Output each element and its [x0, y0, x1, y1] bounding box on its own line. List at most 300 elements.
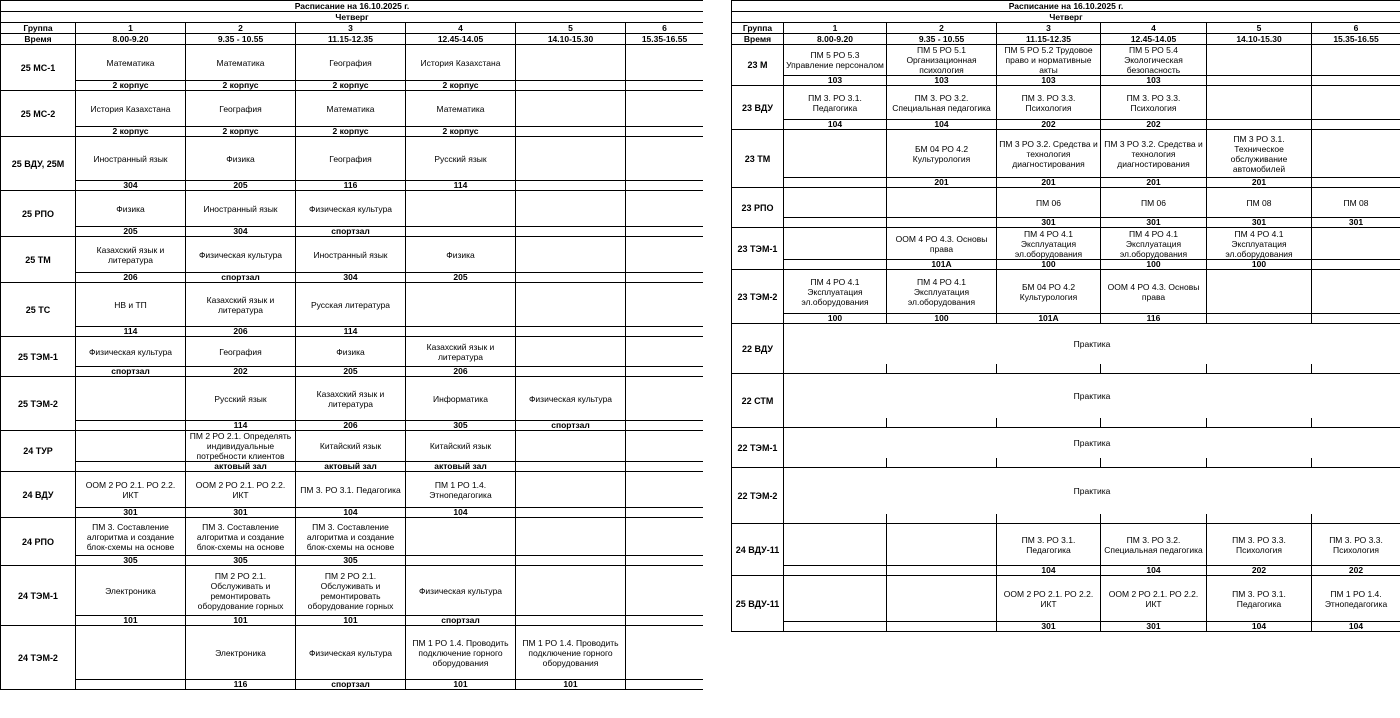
lesson-room: 2 корпус	[406, 127, 516, 137]
group-name: 25 ТЭМ-2	[1, 377, 76, 431]
lesson-room: 100	[887, 314, 997, 324]
lesson-subject: ПМ 5 РО 5.3 Управление персоналом	[784, 45, 887, 76]
lesson-room	[784, 418, 887, 428]
lesson-room: 205	[76, 227, 186, 237]
lesson-subject: ПМ 3 РО 3.1. Техническое обслуживание автомобилей	[1207, 130, 1312, 178]
schedule-row	[732, 324, 1400, 364]
lesson-room: 201	[887, 178, 997, 188]
lesson-room: актовый зал	[406, 462, 516, 472]
lesson-subject: БМ 04 РО 4.2 Культурология	[997, 270, 1101, 314]
lesson-subject	[626, 283, 704, 327]
lesson-room: 104	[406, 508, 516, 518]
schedule-day: Четверг	[732, 12, 1400, 23]
lesson-subject: ООМ 2 РО 2.1. РО 2.2. ИКТ	[186, 472, 296, 508]
lesson-room: 301	[1101, 622, 1207, 632]
lesson-room	[626, 680, 704, 690]
lesson-room: 305	[186, 556, 296, 566]
lesson-subject	[626, 191, 704, 227]
lesson-subject: Иностранный язык	[186, 191, 296, 227]
lesson-room: 101	[296, 616, 406, 626]
lesson-room	[1207, 120, 1312, 130]
lesson-subject	[516, 237, 626, 273]
lesson-subject: ПМ 3. РО 3.2. Специальная педагогика	[1101, 524, 1207, 566]
lesson-subject: ПМ 08	[1207, 188, 1312, 218]
lesson-subject: ПМ 1 РО 1.4. Этнопедагогика	[1312, 576, 1400, 622]
lesson-room: 104	[1312, 622, 1400, 632]
lesson-subject: Электроника	[186, 626, 296, 680]
lesson-subject	[1207, 86, 1312, 120]
lesson-subject: ПМ 2 РО 2.1. Определять индивидуальные потребности клиентов	[186, 431, 296, 462]
lesson-subject: ПМ 3 РО 3.2. Средства и технология диагностирования	[1101, 130, 1207, 178]
lesson-subject	[626, 431, 704, 462]
lesson-room: 201	[1207, 178, 1312, 188]
lesson-room	[516, 508, 626, 518]
lesson-subject	[1207, 270, 1312, 314]
schedule-row	[732, 428, 1400, 458]
schedule-row	[1, 518, 704, 556]
lesson-room: спортзал	[516, 421, 626, 431]
lesson-room	[1312, 418, 1400, 428]
lesson-subject: Иностранный язык	[296, 237, 406, 273]
lesson-room: спортзал	[296, 680, 406, 690]
lesson-room	[1312, 458, 1400, 468]
lesson-room: 305	[296, 556, 406, 566]
lesson-subject	[784, 524, 887, 566]
lesson-room	[784, 458, 887, 468]
lesson-room	[887, 364, 997, 374]
schedule-title: Расписание на 16.10.2025 г.	[1, 1, 704, 12]
lesson-room: 301	[997, 218, 1101, 228]
lesson-room	[784, 178, 887, 188]
group-name: 22 ТЭМ-1	[732, 428, 784, 468]
pair-number-header: 5	[516, 23, 626, 34]
pair-number-header: 6	[1312, 23, 1400, 34]
lesson-subject: ПМ 3. РО 3.1. Педагогика	[1207, 576, 1312, 622]
pair-time-header: 12.45-14.05	[1101, 34, 1207, 45]
lesson-subject: География	[296, 137, 406, 181]
lesson-subject: ПМ 4 РО 4.1 Эксплуатация эл.оборудования	[887, 270, 997, 314]
lesson-subject: Физическая культура	[296, 191, 406, 227]
pair-time-header: 15.35-16.55	[626, 34, 704, 45]
lesson-subject: Казахский язык и литература	[76, 237, 186, 273]
practice-span: Практика	[784, 324, 1400, 364]
lesson-subject: ПМ 4 РО 4.1 Эксплуатация эл.оборудования	[997, 228, 1101, 260]
lesson-room	[76, 680, 186, 690]
lesson-room: 205	[406, 273, 516, 283]
lesson-subject	[406, 518, 516, 556]
schedule-row	[732, 86, 1400, 120]
schedule-row	[1, 566, 704, 616]
pair-time-header: 9.35 - 10.55	[887, 34, 997, 45]
lesson-room: 101А	[997, 314, 1101, 324]
lesson-room: 301	[186, 508, 296, 518]
schedule-row	[1, 283, 704, 327]
lesson-room	[784, 364, 887, 374]
lesson-subject	[516, 191, 626, 227]
lesson-subject	[626, 626, 704, 680]
lesson-subject: Математика	[186, 45, 296, 81]
pair-number-header: 2	[186, 23, 296, 34]
lesson-room: 116	[186, 680, 296, 690]
lesson-subject	[516, 337, 626, 367]
lesson-subject	[887, 188, 997, 218]
lesson-subject: ПМ 1 РО 1.4. Этнопедагогика	[406, 472, 516, 508]
schedule-row	[732, 374, 1400, 418]
lesson-room	[1101, 418, 1207, 428]
lesson-room: 103	[784, 76, 887, 86]
group-name: 25 МС-1	[1, 45, 76, 91]
lesson-room: 202	[1312, 566, 1400, 576]
schedule-row	[732, 270, 1400, 314]
pair-time-header: 14.10-15.30	[1207, 34, 1312, 45]
lesson-subject: Физика	[186, 137, 296, 181]
lesson-subject: ПМ 3 РО 3.2. Средства и технология диагностирования	[997, 130, 1101, 178]
lesson-room: 301	[1207, 218, 1312, 228]
lesson-room: 202	[1101, 120, 1207, 130]
group-name: 22 ВДУ	[732, 324, 784, 374]
lesson-room	[516, 367, 626, 377]
lesson-subject: ПМ 3. РО 3.2. Специальная педагогика	[887, 86, 997, 120]
lesson-room	[516, 462, 626, 472]
lesson-room	[626, 327, 704, 337]
lesson-subject: ПМ 3. Составление алгоритма и создание блок-схемы на основе	[296, 518, 406, 556]
lesson-subject: ПМ 06	[1101, 188, 1207, 218]
lesson-room: 103	[1101, 76, 1207, 86]
lesson-subject: ПМ 4 РО 4.1 Эксплуатация эл.оборудования	[784, 270, 887, 314]
lesson-room	[1207, 458, 1312, 468]
group-name: 25 ТС	[1, 283, 76, 337]
lesson-room: 103	[997, 76, 1101, 86]
schedule-row	[732, 524, 1400, 566]
lesson-subject: ПМ 1 РО 1.4. Проводить подключение горного оборудования	[516, 626, 626, 680]
lesson-subject: География	[296, 45, 406, 81]
lesson-room	[1207, 418, 1312, 428]
lesson-subject: ООМ 2 РО 2.1. РО 2.2. ИКТ	[997, 576, 1101, 622]
lesson-room	[516, 327, 626, 337]
lesson-room: 104	[784, 120, 887, 130]
lesson-subject	[516, 518, 626, 556]
lesson-room: 114	[186, 421, 296, 431]
lesson-subject: НВ и ТП	[76, 283, 186, 327]
lesson-subject	[406, 283, 516, 327]
group-name: 24 ВДУ-11	[732, 524, 784, 576]
group-name: 24 ТУР	[1, 431, 76, 472]
lesson-room: 104	[296, 508, 406, 518]
time-column-header: Время	[732, 34, 784, 45]
pair-time-header: 8.00-9.20	[784, 34, 887, 45]
lesson-room: спортзал	[76, 367, 186, 377]
lesson-room: 101	[76, 616, 186, 626]
group-name: 24 РПО	[1, 518, 76, 566]
lesson-subject: Физика	[406, 237, 516, 273]
lesson-subject: ПМ 2 РО 2.1. Обслуживать и ремонтировать оборудование горных	[186, 566, 296, 616]
schedule-row	[1, 191, 704, 227]
group-name: 24 ВДУ	[1, 472, 76, 518]
lesson-room	[1207, 314, 1312, 324]
lesson-subject: Электроника	[76, 566, 186, 616]
group-name: 22 СТМ	[732, 374, 784, 428]
lesson-subject	[76, 626, 186, 680]
lesson-room	[406, 227, 516, 237]
lesson-subject: Математика	[406, 91, 516, 127]
schedule-row	[1, 472, 704, 508]
lesson-room	[784, 566, 887, 576]
lesson-room: актовый зал	[186, 462, 296, 472]
time-column-header: Время	[1, 34, 76, 45]
lesson-room: актовый зал	[296, 462, 406, 472]
right-schedule-table	[731, 0, 1400, 632]
lesson-subject: ПМ 3. РО 3.3. Психология	[1207, 524, 1312, 566]
schedule-row	[732, 45, 1400, 76]
lesson-subject: ООМ 2 РО 2.1. РО 2.2. ИКТ	[76, 472, 186, 508]
schedule-title: Расписание на 16.10.2025 г.	[732, 1, 1400, 12]
pair-number-header: 4	[406, 23, 516, 34]
lesson-subject: ООМ 4 РО 4.3. Основы права	[1101, 270, 1207, 314]
pair-number-header: 3	[296, 23, 406, 34]
lesson-room	[887, 566, 997, 576]
lesson-subject	[76, 431, 186, 462]
pair-time-header: 14.10-15.30	[516, 34, 626, 45]
lesson-room: 101	[516, 680, 626, 690]
lesson-subject: ПМ 5 РО 5.2 Трудовое право и нормативные акты	[997, 45, 1101, 76]
lesson-subject: Казахский язык и литература	[296, 377, 406, 421]
lesson-subject: Китайский язык	[296, 431, 406, 462]
lesson-room: 100	[784, 314, 887, 324]
lesson-subject	[516, 431, 626, 462]
left-schedule-table	[0, 0, 704, 690]
lesson-subject	[626, 377, 704, 421]
pair-number-header: 3	[997, 23, 1101, 34]
lesson-room: 101А	[887, 260, 997, 270]
lesson-subject: Физическая культура	[186, 237, 296, 273]
lesson-subject: ПМ 5 РО 5.4 Экологическая безопасность	[1101, 45, 1207, 76]
pair-time-header: 11.15-12.35	[296, 34, 406, 45]
lesson-room	[626, 227, 704, 237]
pair-number-header: 1	[76, 23, 186, 34]
lesson-subject: Казахский язык и литература	[186, 283, 296, 327]
lesson-subject	[626, 472, 704, 508]
lesson-subject: Информатика	[406, 377, 516, 421]
lesson-subject: ПМ 4 РО 4.1 Эксплуатация эл.оборудования	[1207, 228, 1312, 260]
lesson-subject: ПМ 3. РО 3.1. Педагогика	[296, 472, 406, 508]
lesson-room: 202	[186, 367, 296, 377]
group-column-header: Группа	[1, 23, 76, 34]
lesson-room: 205	[186, 181, 296, 191]
lesson-subject	[626, 91, 704, 127]
lesson-subject: Физическая культура	[406, 566, 516, 616]
group-name: 23 РПО	[732, 188, 784, 228]
lesson-room: 101	[186, 616, 296, 626]
lesson-room: 202	[997, 120, 1101, 130]
lesson-room	[887, 418, 997, 428]
lesson-room	[997, 418, 1101, 428]
right-schedule-sheet	[731, 0, 1400, 632]
lesson-room: 205	[296, 367, 406, 377]
lesson-subject: ПМ 08	[1312, 188, 1400, 218]
lesson-room: 2 корпус	[76, 81, 186, 91]
lesson-subject: ПМ 3. РО 3.1. Педагогика	[784, 86, 887, 120]
lesson-room	[784, 218, 887, 228]
lesson-subject	[1312, 228, 1400, 260]
lesson-subject	[887, 576, 997, 622]
lesson-subject	[1207, 45, 1312, 76]
lesson-room	[1207, 514, 1312, 524]
group-name: 24 ТЭМ-2	[1, 626, 76, 690]
lesson-room	[1312, 260, 1400, 270]
lesson-room: 104	[1207, 622, 1312, 632]
lesson-room	[1312, 178, 1400, 188]
lesson-room	[887, 514, 997, 524]
lesson-room	[516, 273, 626, 283]
practice-span: Практика	[784, 428, 1400, 458]
group-column-header: Группа	[732, 23, 784, 34]
lesson-room	[887, 458, 997, 468]
pair-number-header: 4	[1101, 23, 1207, 34]
lesson-room: 201	[997, 178, 1101, 188]
lesson-subject: ООМ 2 РО 2.1. РО 2.2. ИКТ	[1101, 576, 1207, 622]
lesson-room: 114	[76, 327, 186, 337]
lesson-subject: Русский язык	[186, 377, 296, 421]
pair-number-header: 2	[887, 23, 997, 34]
lesson-room	[516, 127, 626, 137]
lesson-subject: Математика	[76, 45, 186, 81]
lesson-subject	[626, 45, 704, 81]
pair-time-header: 8.00-9.20	[76, 34, 186, 45]
lesson-subject: ПМ 3. РО 3.3. Психология	[1101, 86, 1207, 120]
lesson-subject: Математика	[296, 91, 406, 127]
lesson-room: 301	[1312, 218, 1400, 228]
lesson-room: 301	[76, 508, 186, 518]
lesson-subject: ПМ 4 РО 4.1 Эксплуатация эл.оборудования	[1101, 228, 1207, 260]
lesson-room: 304	[296, 273, 406, 283]
lesson-subject: Физика	[76, 191, 186, 227]
lesson-room: 116	[296, 181, 406, 191]
lesson-subject: История Казахстана	[76, 91, 186, 127]
lesson-subject	[516, 566, 626, 616]
schedule-row	[732, 188, 1400, 218]
lesson-room: 101	[406, 680, 516, 690]
lesson-room	[516, 181, 626, 191]
pair-time-header: 15.35-16.55	[1312, 34, 1400, 45]
lesson-subject	[516, 283, 626, 327]
left-schedule-sheet	[0, 0, 703, 690]
lesson-room	[626, 462, 704, 472]
lesson-room	[997, 514, 1101, 524]
lesson-room: 104	[1101, 566, 1207, 576]
lesson-room: 100	[1207, 260, 1312, 270]
lesson-room: 2 корпус	[186, 81, 296, 91]
group-name: 24 ТЭМ-1	[1, 566, 76, 626]
lesson-room	[784, 260, 887, 270]
lesson-subject: ПМ 3. РО 3.1. Педагогика	[997, 524, 1101, 566]
lesson-subject: История Казахстана	[406, 45, 516, 81]
group-name: 23 ВДУ	[732, 86, 784, 130]
lesson-subject: ПМ 3. РО 3.3. Психология	[1312, 524, 1400, 566]
lesson-subject	[784, 130, 887, 178]
lesson-subject: ПМ 3. Составление алгоритма и создание блок-схемы на основе	[76, 518, 186, 556]
lesson-subject: Иностранный язык	[76, 137, 186, 181]
group-name: 25 МС-2	[1, 91, 76, 137]
lesson-room	[1312, 314, 1400, 324]
practice-span: Практика	[784, 374, 1400, 418]
lesson-subject	[784, 228, 887, 260]
lesson-room: 304	[76, 181, 186, 191]
group-name: 25 ТМ	[1, 237, 76, 283]
lesson-room	[516, 227, 626, 237]
schedule-row	[1, 377, 704, 421]
lesson-subject: ПМ 3. Составление алгоритма и создание блок-схемы на основе	[186, 518, 296, 556]
lesson-subject: Физическая культура	[516, 377, 626, 421]
lesson-subject: ПМ 06	[997, 188, 1101, 218]
lesson-subject: Физическая культура	[296, 626, 406, 680]
lesson-room: 116	[1101, 314, 1207, 324]
lesson-room: 104	[997, 566, 1101, 576]
lesson-room	[784, 514, 887, 524]
group-name: 25 РПО	[1, 191, 76, 237]
lesson-room: 2 корпус	[76, 127, 186, 137]
lesson-room	[516, 81, 626, 91]
lesson-subject	[76, 377, 186, 421]
pair-number-header: 6	[626, 23, 704, 34]
lesson-subject	[626, 137, 704, 181]
lesson-room: 301	[997, 622, 1101, 632]
lesson-subject: ПМ 3. РО 3.3. Психология	[997, 86, 1101, 120]
lesson-room	[626, 367, 704, 377]
pair-number-header: 5	[1207, 23, 1312, 34]
lesson-room: 114	[296, 327, 406, 337]
lesson-subject: Китайский язык	[406, 431, 516, 462]
pair-time-header: 9.35 - 10.55	[186, 34, 296, 45]
schedule-row	[1, 237, 704, 273]
lesson-room: спортзал	[406, 616, 516, 626]
lesson-subject: ООМ 4 РО 4.3. Основы права	[887, 228, 997, 260]
lesson-room	[626, 508, 704, 518]
lesson-subject: География	[186, 91, 296, 127]
schedule-row	[732, 576, 1400, 622]
lesson-subject: Казахский язык и литература	[406, 337, 516, 367]
lesson-room	[784, 622, 887, 632]
lesson-room	[516, 616, 626, 626]
practice-span: Практика	[784, 468, 1400, 514]
schedule-row	[1, 431, 704, 462]
lesson-room: 206	[296, 421, 406, 431]
pair-time-header: 12.45-14.05	[406, 34, 516, 45]
lesson-room: 305	[76, 556, 186, 566]
lesson-room	[626, 127, 704, 137]
lesson-room: спортзал	[186, 273, 296, 283]
schedule-row	[1, 626, 704, 680]
lesson-room: 202	[1207, 566, 1312, 576]
schedule-day: Четверг	[1, 12, 704, 23]
schedule-row	[1, 337, 704, 367]
lesson-subject	[626, 237, 704, 273]
lesson-room	[626, 273, 704, 283]
lesson-room	[1101, 364, 1207, 374]
lesson-subject: ПМ 2 РО 2.1. Обслуживать и ремонтировать оборудование горных	[296, 566, 406, 616]
lesson-room	[997, 364, 1101, 374]
group-name: 22 ТЭМ-2	[732, 468, 784, 524]
group-name: 25 ВДУ, 25М	[1, 137, 76, 191]
lesson-subject	[784, 576, 887, 622]
lesson-subject	[887, 524, 997, 566]
lesson-subject	[516, 91, 626, 127]
lesson-room: 206	[186, 327, 296, 337]
lesson-subject: Русский язык	[406, 137, 516, 181]
lesson-room	[406, 327, 516, 337]
lesson-room: 304	[186, 227, 296, 237]
lesson-subject: Русская литература	[296, 283, 406, 327]
pair-time-header: 11.15-12.35	[997, 34, 1101, 45]
